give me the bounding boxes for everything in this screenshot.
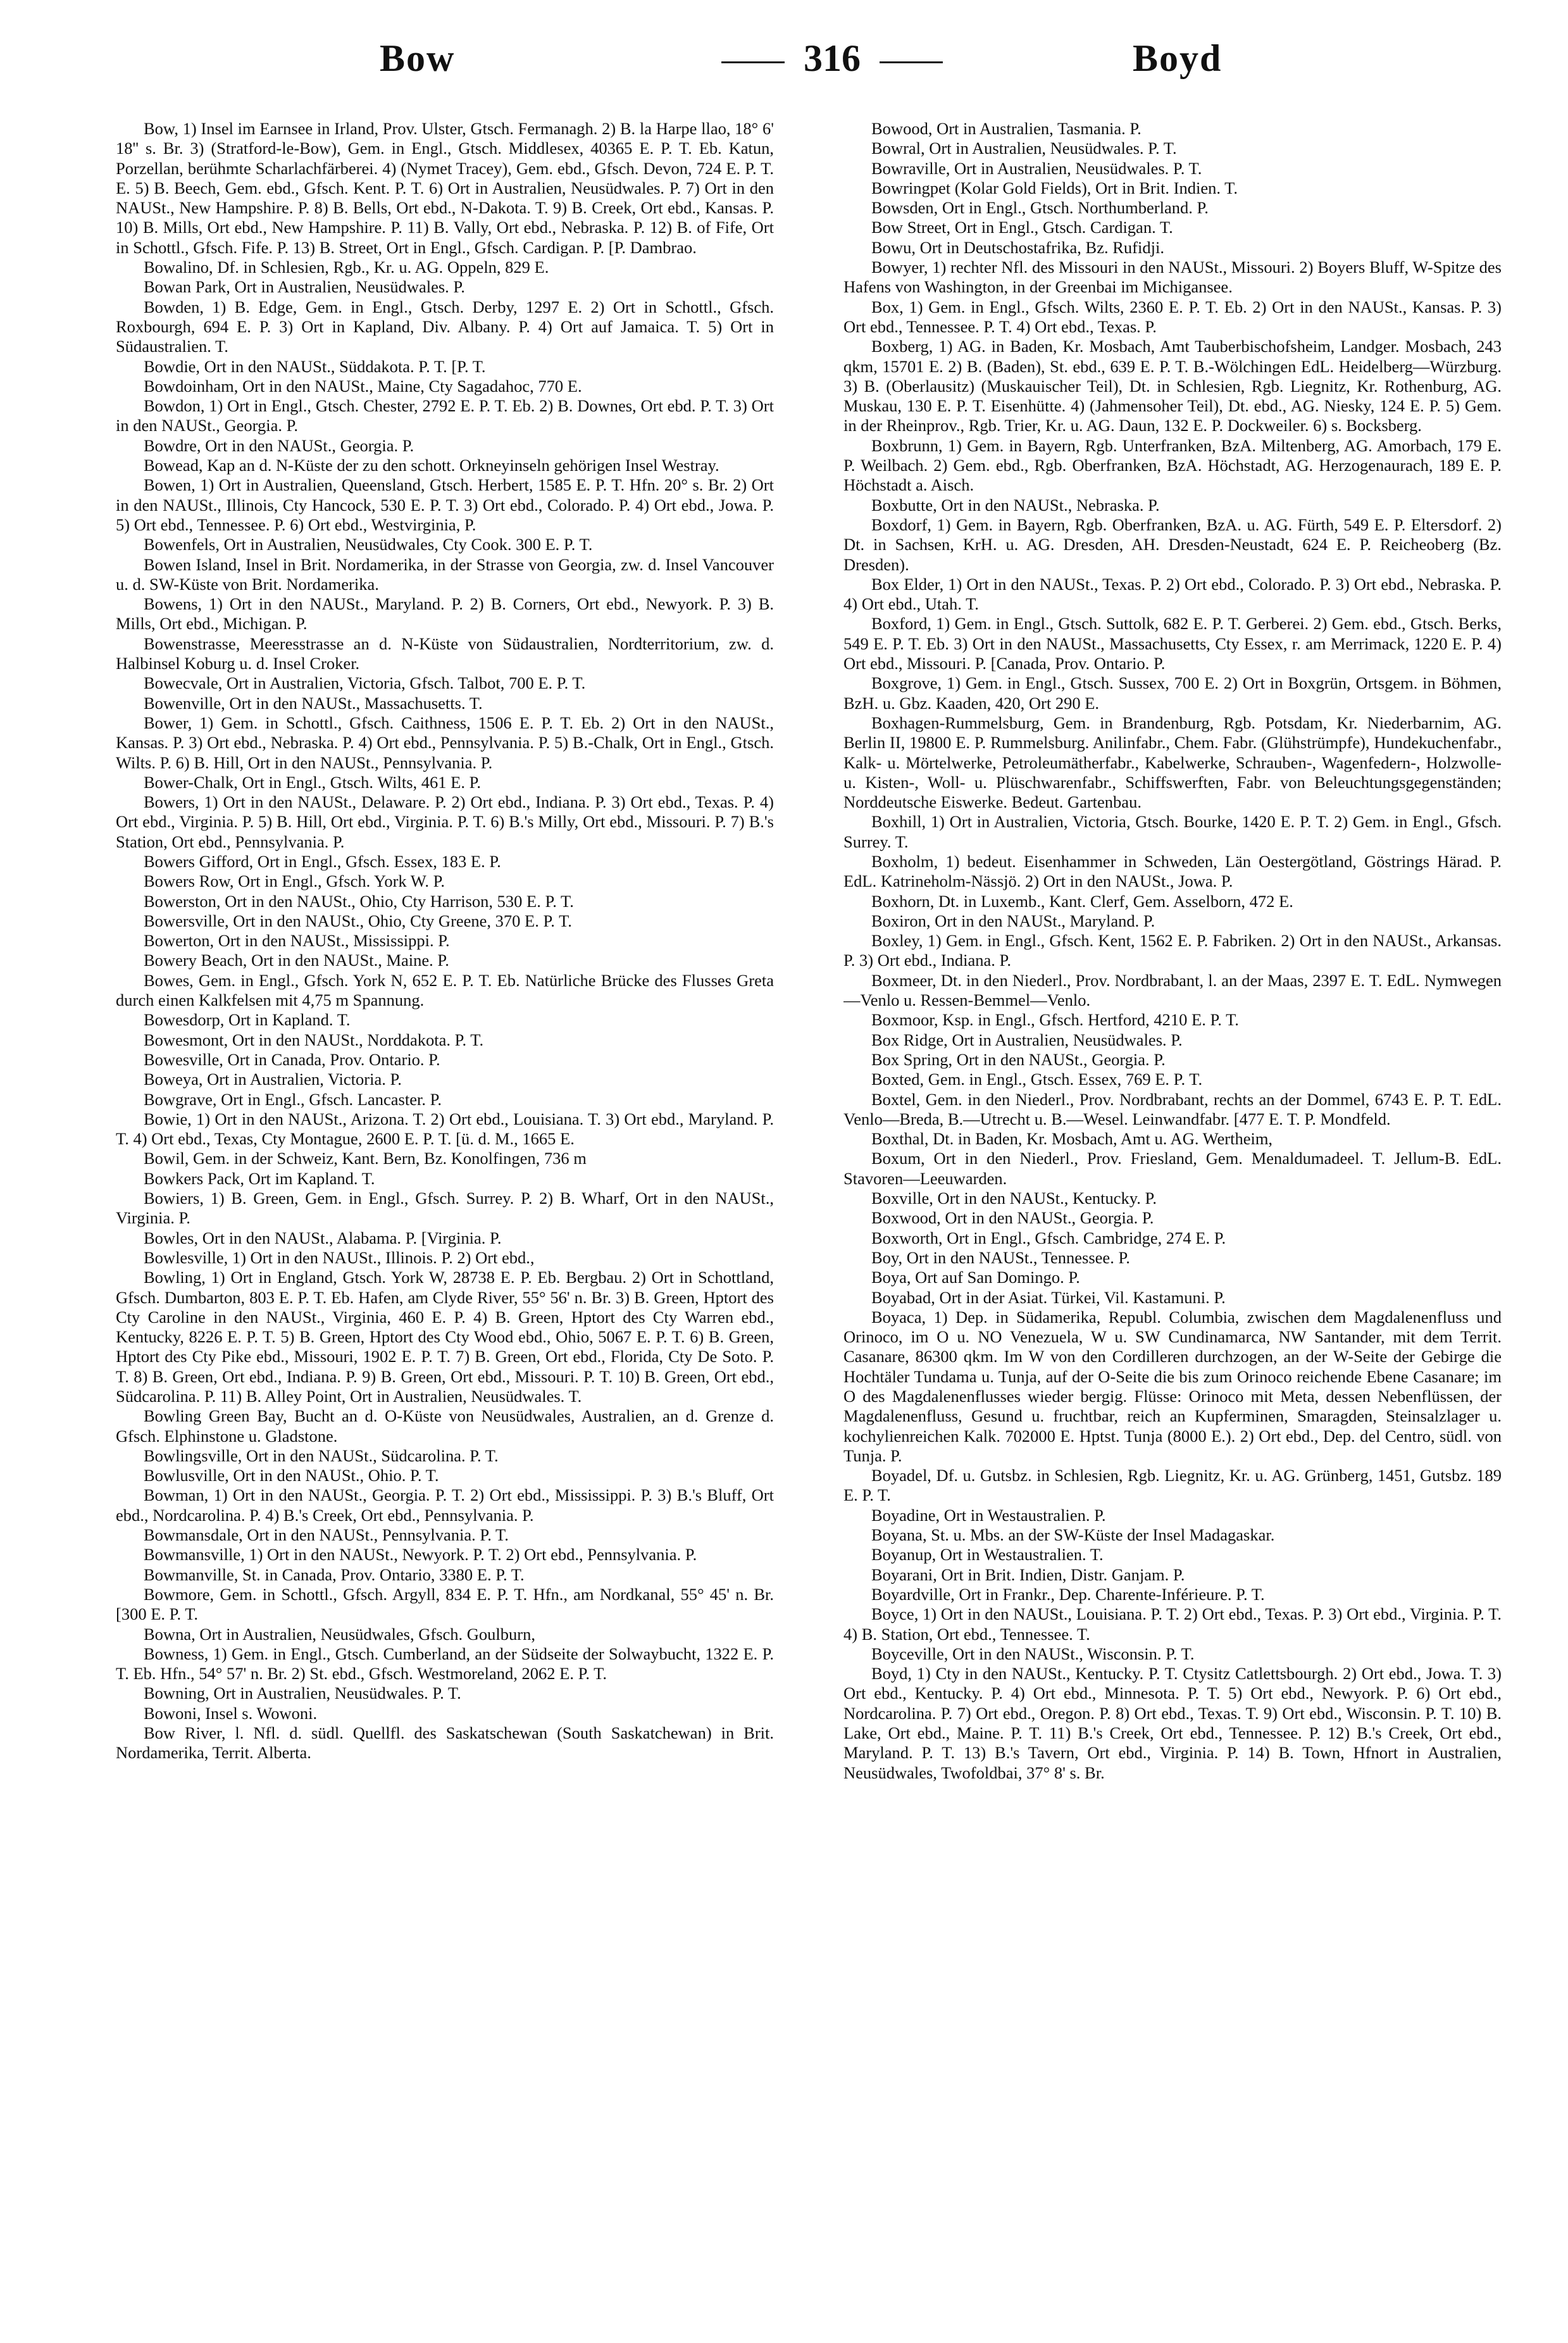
dictionary-entry: Bowiers, 1) B. Green, Gem. in Engl., Gfsch. Surrey. P. 2) B. Wharf, Ort in den NAUSt., Virginia. P. [116,1189,774,1228]
dictionary-entry: Boyce, 1) Ort in den NAUSt., Louisiana. P. T. 2) Ort ebd., Texas. P. 3) Ort ebd., Virginia. P. T. 4) B. Station, Ort ebd., Tennessee. T. [843,1604,1502,1644]
dictionary-entry: Boxwood, Ort in den NAUSt., Georgia. P. [871,1208,1154,1228]
dictionary-entry: Bowgrave, Ort in Engl., Gfsch. Lancaster. P. [144,1089,442,1109]
header-dash-left [721,61,785,63]
dictionary-entry: Bowdoinham, Ort in den NAUSt., Maine, Cty Sagadahoc, 770 E. [144,376,582,396]
dictionary-entry: Bowery Beach, Ort in den NAUSt., Maine. P. [144,951,449,970]
dictionary-entry: Boxum, Ort in den Niederl., Prov. Friesland, Gem. Menaldumadeel. T. Jellum-B. EdL. Stavoren—Leeuwarden. [843,1149,1502,1188]
dictionary-entry: Boweya, Ort in Australien, Victoria. P. [144,1070,402,1089]
dictionary-entry: Bowecvale, Ort in Australien, Victoria, Gfsch. Talbot, 700 E. P. T. [144,673,586,693]
dictionary-entry: Bowning, Ort in Australien, Neusüdwales. P. T. [144,1684,461,1703]
header-right-catchword: Boyd [1133,37,1223,79]
dictionary-entry: Boxholm, 1) bedeut. Eisenhammer in Schweden, Län Oestergötland, Göstrings Härad. P. EdL. Katrineholm-Nässjö. 2) Ort in den NAUSt., Jowa. P. [843,851,1502,891]
dictionary-entry: Bowen Island, Insel in Brit. Nordamerika, in der Strasse von Georgia, zw. d. Insel Vancouver u. d. SW-Küste von Brit. Nordamerika. [116,554,774,594]
dictionary-entry: Bowling, 1) Ort in England, Gtsch. York W, 28738 E. P. Eb. Bergbau. 2) Ort in Schottland, Gfsch. Dumbarton, 803 E. P. T. Eb. Hafen, am Clyde River, 55° 56' n. Br. 3) B. Green, Hptort des Cty Caroline in den NAUSt., Virginia, 460 E. P. 4) B. Green, Hptort des Cty Warren ebd., Kentucky, 8226 E. P. T. 5) B. Green, Hptort des Cty Wood ebd., Ohio, 5067 E. P. T. 6) B. Green, Hptort des Cty Pike ebd., Missouri, 1902 E. P. T. 7) B. Green, Ort ebd., Florida, Cty De Soto. P. T. 8) B. Green, Ort ebd., Indiana. P. 9) B. Green, Ort ebd., Missouri. P. T. 10) B. Green, Ort ebd., Südcarolina. P. 11) B. Alley Point, Ort in Australien, Neusüdwales. T. [116,1268,774,1406]
page-number-group [702,37,962,80]
dictionary-entry: Box, 1) Gem. in Engl., Gfsch. Wilts, 2360 E. P. T. Eb. 2) Ort in den NAUSt., Kansas. P. 3) Ort ebd., Tennessee. P. T. 4) Ort ebd., Texas. P. [843,297,1502,336]
dictionary-entry: Boxted, Gem. in Engl., Gtsch. Essex, 769 E. P. T. [871,1070,1203,1089]
dictionary-entry: Boxville, Ort in den NAUSt., Kentucky. P. [871,1189,1157,1208]
page-number: 316 [804,37,861,79]
dictionary-entry: Bowesdorp, Ort in Kapland. T. [144,1010,351,1030]
dictionary-entry: Bowdie, Ort in den NAUSt., Süddakota. P. T. [P. T. [144,356,486,376]
dictionary-entry: Bowalino, Df. in Schlesien, Rgb., Kr. u. AG. Oppeln, 829 E. [144,258,549,277]
dictionary-entry: Bowenstrasse, Meeresstrasse an d. N-Küste von Südaustralien, Nordterritorium, zw. d. Halbinsel Koburg u. d. Insel Croker. [116,634,774,673]
dictionary-entry: Bowens, 1) Ort in den NAUSt., Maryland. P. 2) B. Corners, Ort ebd., Newyork. P. 3) B. Mills, Ort ebd., Michigan. P. [116,594,774,634]
dictionary-entry: Boyceville, Ort in den NAUSt., Wisconsin. P. T. [871,1644,1195,1663]
dictionary-entry: Boxiron, Ort in den NAUSt., Maryland. P. [871,911,1155,930]
header-dash-right [880,61,943,63]
dictionary-entry: Boyarani, Ort in Brit. Indien, Distr. Ganjam. P. [871,1565,1185,1584]
dictionary-entry: Bow, 1) Insel im Earnsee in Irland, Prov. Ulster, Gtsch. Fermanagh. 2) B. la Harpe llao, 18° 6' 18'' s. Br. 3) (Stratford-le-Bow), Gem. in Engl., Gtsch. Middlesex, 40365 E. P. T. Eb. Katun, Porzellan, berühmte Scharlachfärberei. 4) (Nymet Tracey), Gem. ebd., Gfsch. Devon, 724 E. P. T. E. 5) B. Beech, Gem. ebd., Gfsch. Kent. P. T. 6) Ort in Australien, Neusüdwales. P. 7) Ort in den NAUSt., New Hampshire. P. 8) B. Bells, Ort ebd., N-Dakota. T. 9) B. Creek, Ort ebd., Kansas. P. 10) B. Mills, Ort ebd., New Hampshire. P. 11) B. Vally, Ort ebd., Nebraska. P. 12) B. of Fife, Ort in Schottl., Gfsch. Fife. P. 13) B. Street, Ort in Engl., Gfsch. Cardigan. P. [P. Dambrao. [116,119,774,257]
dictionary-entry: Boyaca, 1) Dep. in Südamerika, Republ. Columbia, zwischen dem Magdalenenfluss und Orinoco, im O u. NO Venezuela, W u. SW Cundinamarca, NW Santander, mit dem Territ. Casanare, 86300 qkm. Im W von den Cordilleren durchzogen, an der W-Seite der Gebirge die Hochtäler Tundama u. Tunja, auf der O-Seite die bis zum Orinoco reichende Ebene Casanare; im O des Magdalenenflusses wieder bergig. Flüsse: Orinoco mit Meta, dessen Nebenflüssen, der Magdalenenfluss, Gesund u. fruchtbar, reich an Kupferminen, Smaragden, Steinsalzlager u. kochylienreichen Kalk. 702000 E. Hptst. Tunja (8000 E.). 2) Ort ebd., Dep. del Centro, südl. von Tunja. P. [843,1307,1502,1465]
dictionary-entry: Bowlusville, Ort in den NAUSt., Ohio. P. T. [144,1466,439,1485]
dictionary-entry: Boxbrunn, 1) Gem. in Bayern, Rgb. Unterfranken, BzA. Miltenberg, AG. Amorbach, 179 E. P. Weilbach. 2) Gem. ebd., Rgb. Oberfranken, BzA. Höchstadt, AG. Herzogenaurach, 189 E. P. Höchstadt a. Aisch. [843,435,1502,495]
dictionary-entry: Bowness, 1) Gem. in Engl., Gtsch. Cumberland, an der Südseite der Solwaybucht, 1322 E. P. T. Eb. Hfn., 54° 57' n. Br. 2) St. ebd., Gfsch. Westmoreland, 2062 E. P. T. [116,1644,774,1684]
dictionary-entry: Boyardville, Ort in Frankr., Dep. Charente-Inférieure. P. T. [871,1584,1265,1604]
dictionary-entry: Bowral, Ort in Australien, Neusüdwales. P. T. [871,139,1177,158]
dictionary-entry: Box Spring, Ort in den NAUSt., Georgia. P. [871,1049,1166,1069]
dictionary-entry: Bowesville, Ort in Canada, Prov. Ontario. P. [144,1049,440,1069]
dictionary-entry: Bowlesville, 1) Ort in den NAUSt., Illinois. P. 2) Ort ebd., [144,1247,535,1267]
left-column [116,119,774,2315]
dictionary-entry: Bowen, 1) Ort in Australien, Queensland, Gtsch. Herbert, 1585 E. P. T. Hfn. 20° s. Br. 2) Ort in den NAUSt., Illinois, Cty Hancock, 530 E. P. T. 3) Ort ebd., Colorado. P. 4) Ort ebd., Jowa. P. 5) Ort ebd., Tennessee. P. 6) Ort ebd., Westvirginia, P. [116,475,774,534]
dictionary-entry: Box Elder, 1) Ort in den NAUSt., Texas. P. 2) Ort ebd., Colorado. P. 3) Ort ebd., Nebraska. P. 4) Ort ebd., Utah. T. [843,574,1502,614]
dictionary-entry: Bowman, 1) Ort in den NAUSt., Georgia. P. T. 2) Ort ebd., Mississippi. P. 3) B.'s Bluff, Ort ebd., Nordcarolina. P. 4) B.'s Creek, Ort ebd., Pennsylvania. P. [116,1485,774,1525]
dictionary-entry: Bowood, Ort in Australien, Tasmania. P. [871,119,1142,138]
dictionary-entry: Bowringpet (Kolar Gold Fields), Ort in Brit. Indien. T. [871,178,1238,197]
dictionary-entry: Boxmeer, Dt. in den Niederl., Prov. Nordbrabant, l. an der Maas, 2397 E. T. EdL. Nymwegen—Venlo u. Ressen-Bemmel—Venlo. [843,970,1502,1010]
dictionary-entry: Bow Street, Ort in Engl., Gtsch. Cardigan. T. [871,218,1173,237]
dictionary-entry: Bowes, Gem. in Engl., Gfsch. York N, 652 E. P. T. Eb. Natürliche Brücke des Flusses Greta durch einen Kalkfelsen mit 4,75 m Spannung. [116,970,774,1010]
dictionary-entry: Bowden, 1) B. Edge, Gem. in Engl., Gtsch. Derby, 1297 E. 2) Ort in Schottl., Gfsch. Roxbourgh, 694 E. P. 3) Ort in Kapland, Div. Albany. P. 4) Ort auf Jamaica. T. 5) Ort in Südaustralien. T. [116,297,774,356]
dictionary-entry: Boxley, 1) Gem. in Engl., Gfsch. Kent, 1562 E. P. Fabriken. 2) Ort in den NAUSt., Arkansas. P. 3) Ort ebd., Indiana. P. [843,931,1502,970]
dictionary-entry: Boxgrove, 1) Gem. in Engl., Gtsch. Sussex, 700 E. 2) Ort in Boxgrün, Ortsgem. in Böhmen, BzH. u. Gbz. Kaaden, 420, Ort 290 E. [843,673,1502,713]
dictionary-entry: Boxworth, Ort in Engl., Gfsch. Cambridge, 274 E. P. [871,1228,1226,1247]
dictionary-entry: Bower-Chalk, Ort in Engl., Gtsch. Wilts, 461 E. P. [144,772,482,792]
dictionary-entry: Bowead, Kap an d. N-Küste der zu den schott. Orkneyinseln gehörigen Insel Westray. [144,456,719,475]
dictionary-entry: Bowers Row, Ort in Engl., Gfsch. York W. P. [144,872,445,891]
dictionary-entry: Bowers Gifford, Ort in Engl., Gfsch. Essex, 183 E. P. [144,851,501,871]
dictionary-entry: Bowmore, Gem. in Schottl., Gfsch. Argyll, 834 E. P. T. Hfn., am Nordkanal, 55° 45' n. Br. [300 E. P. T. [116,1584,774,1624]
dictionary-entry: Bowmansdale, Ort in den NAUSt., Pennsylvania. P. T. [144,1525,509,1545]
dictionary-entry: Boyadel, Df. u. Gutsbz. in Schlesien, Rgb. Liegnitz, Kr. u. AG. Grünberg, 1451, Gutsbz. 189 E. P. T. [843,1466,1502,1505]
dictionary-entry: Boxbutte, Ort in den NAUSt., Nebraska. P. [871,495,1160,515]
dictionary-entry: Bower, 1) Gem. in Schottl., Gfsch. Caithness, 1506 E. P. T. Eb. 2) Ort in den NAUSt., Kansas. P. 3) Ort ebd., Nebraska. P. 4) Ort ebd., Pennsylvania. P. 5) B.-Chalk, Ort in Engl., Gtsch. Wilts. P. 6) B. Hill, Ort in den NAUSt., Pennsylvania. P. [116,713,774,772]
dictionary-entry: Bowlingsville, Ort in den NAUSt., Südcarolina. P. T. [144,1446,499,1465]
dictionary-entry: Boyabad, Ort in der Asiat. Türkei, Vil. Kastamuni. P. [871,1287,1226,1307]
dictionary-entry: Bowyer, 1) rechter Nfl. des Missouri in den NAUSt., Missouri. 2) Boyers Bluff, W-Spitze des Hafens von Washington, in der Greenbai im Michigansee. [843,258,1502,297]
dictionary-entry: Boxberg, 1) AG. in Baden, Kr. Mosbach, Amt Tauberbischofsheim, Landger. Mosbach, 243 qkm, 15701 E. 2) B. (Baden), St. ebd., 639 E. P. T. B.-Wölchingen EdL. Heidelberg—Würzburg. 3) B. (Oberlausitz) (Muskauischer Teil), Dt. in Schlesien, Rgb. Liegnitz, Kr. Rothenburg, AG. Muskau, 130 E. P. T. Eisenhütte. 4) (Jahmensoher Teil), Dt. ebd., AG. Niesky, 124 E. P. 5) Gem. in der Rheinprov., Rgb. Trier, Kr. u. AG. Daun, 132 E. P. Dockweiler. 6) s. Bocksberg. [843,337,1502,435]
dictionary-entry: Box Ridge, Ort in Australien, Neusüdwales. P. [871,1030,1183,1049]
dictionary-entry: Bowmanville, St. in Canada, Prov. Ontario, 3380 E. P. T. [144,1565,525,1584]
dictionary-entry: Bowersville, Ort in den NAUSt., Ohio, Cty Greene, 370 E. P. T. [144,911,572,930]
dictionary-entry: Boxdorf, 1) Gem. in Bayern, Rgb. Oberfranken, BzA. u. AG. Fürth, 549 E. P. Eltersdorf. 2) Dt. in Sachsen, KrH. u. AG. Dresden, AH. Dresden-Neustadt, 624 E. P. Reicheoberg (Bz. Dresden). [843,515,1502,574]
dictionary-entry: Boxmoor, Ksp. in Engl., Gfsch. Hertford, 4210 E. P. T. [871,1010,1239,1030]
right-column [843,119,1502,2315]
dictionary-entry: Bowdon, 1) Ort in Engl., Gtsch. Chester, 2792 E. P. T. Eb. 2) B. Downes, Ort ebd. P. T. 3) Ort in den NAUSt., Georgia. P. [116,396,774,435]
dictionary-entry: Bowkers Pack, Ort im Kapland. T. [144,1168,375,1188]
dictionary-entry: Bowers, 1) Ort in den NAUSt., Delaware. P. 2) Ort ebd., Indiana. P. 3) Ort ebd., Texas. P. 4) Ort ebd., Virginia. P. 5) B. Hill, Ort ebd., Virginia. P. T. 6) B.'s Milly, Ort ebd., Missouri. P. 7) B.'s Station, Ort ebd., Pennsylvania. P. [116,792,774,851]
dictionary-entry: Boy, Ort in den NAUSt., Tennessee. P. [871,1247,1130,1267]
dictionary-entry: Boyana, St. u. Mbs. an der SW-Küste der Insel Madagaskar. [871,1525,1275,1545]
dictionary-entry: Boyadine, Ort in Westaustralien. P. [871,1505,1106,1525]
dictionary-entry: Boxhagen-Rummelsburg, Gem. in Brandenburg, Rgb. Potsdam, Kr. Niederbarnim, AG. Berlin II, 19800 E. P. Rummelsburg. Anilinfabr., Chem. Fabr. (Glühstrümpfe), Hundekuchenfabr., Kalk- u. Mörtelwerke, Petroleumätherfabr., Kabelwerke, Schrauben-, Wagenfedern-, Holzwolle- u. Kisten-, Woll- u. Plüschwarenfabr., Schiffswerften, Fabr. von Beleuchtungsgegenständen; Norddeutsche Eiswerke. Bedeut. Gartenbau. [843,713,1502,812]
dictionary-entry: Bowna, Ort in Australien, Neusüdwales, Gfsch. Goulburn, [144,1624,535,1644]
dictionary-entry: Boya, Ort auf San Domingo. P. [871,1268,1080,1287]
dictionary-entry: Bowu, Ort in Deutschostafrika, Bz. Rufidji. [871,237,1164,257]
dictionary-entry: Bowles, Ort in den NAUSt., Alabama. P. [Virginia. P. [144,1228,502,1247]
dictionary-entry: Boxthal, Dt. in Baden, Kr. Mosbach, Amt u. AG. Wertheim, [871,1129,1273,1149]
dictionary-entry: Boxford, 1) Gem. in Engl., Gtsch. Suttolk, 682 E. P. T. Gerberei. 2) Gem. ebd., Gtsch. Berks, 549 E. P. T. Eb. 3) Ort in den NAUSt., Massachusetts, Cty Essex, r. am Merrimack, 1220 E. P. 4) Ort ebd., Missouri. P. [Canada, Prov. Ontario. P. [843,614,1502,673]
dictionary-entry: Bow River, l. Nfl. d. südl. Quellfl. des Saskatschewan (South Saskatchewan) in Brit. Nordamerika, Territ. Alberta. [116,1723,774,1763]
dictionary-entry: Bowie, 1) Ort in den NAUSt., Arizona. T. 2) Ort ebd., Louisiana. T. 3) Ort ebd., Maryland. P. T. 4) Ort ebd., Texas, Cty Montague, 2600 E. P. T. [ü. d. M., 1665 E. [116,1109,774,1149]
dictionary-entry: Bowan Park, Ort in Australien, Neusüdwales. P. [144,277,465,297]
dictionary-entry: Bowenville, Ort in den NAUSt., Massachusetts. T. [144,693,483,713]
dictionary-entry: Bowoni, Insel s. Wowoni. [144,1703,318,1723]
dictionary-entry: Bowsden, Ort in Engl., Gtsch. Northumberland. P. [871,198,1209,218]
dictionary-entry: Boxtel, Gem. in den Niederl., Prov. Nordbrabant, rechts an der Dommel, 6743 E. P. T. EdL. Venlo—Breda, B.—Utrecht u. B.—Wesel. Leinwandfabr. [477 E. T. P. Mondfeld. [843,1089,1502,1128]
dictionary-entry: Boxhill, 1) Ort in Australien, Victoria, Gtsch. Bourke, 1420 E. P. T. 2) Gem. in Engl., Gfsch. Surrey. T. [843,812,1502,851]
page-header [0,37,1568,106]
dictionary-entry: Boyanup, Ort in Westaustralien. T. [871,1545,1104,1565]
dictionary-entry: Bowraville, Ort in Australien, Neusüdwales. P. T. [871,158,1202,178]
dictionary-entry: Bowesmont, Ort in den NAUSt., Norddakota. P. T. [144,1030,484,1049]
dictionary-entry: Boxhorn, Dt. in Luxemb., Kant. Clerf, Gem. Asselborn, 472 E. [871,891,1293,911]
dictionary-entry: Boyd, 1) Cty in den NAUSt., Kentucky. P. T. Ctysitz Catlettsbourgh. 2) Ort ebd., Jowa. T. 3) Ort ebd., Kentucky. P. 4) Ort ebd., Minnesota. P. T. 5) Ort ebd., Newyork. P. 6) Ort ebd., Nordcarolina. P. 7) Ort ebd., Oregon. P. 8) Ort ebd., Texas. T. 9) Ort ebd., Wisconsin. P. T. 10) B. Lake, Ort ebd., Maine. P. T. 11) B.'s Creek, Ort ebd., Tennessee. P. 12) B.'s Creek, Ort ebd., Maryland. P. T. 13) B.'s Tavern, Ort ebd., Virginia. P. 14) B. Town, Hfnort in Australien, Neusüdwales, Twofoldbai, 37° 8' s. Br. [843,1664,1502,1782]
dictionary-entry: Bowenfels, Ort in Australien, Neusüdwales, Cty Cook. 300 E. P. T. [144,535,593,554]
dictionary-entry: Bowdre, Ort in den NAUSt., Georgia. P. [144,435,414,455]
dictionary-entry: Bowil, Gem. in der Schweiz, Kant. Bern, Bz. Konolfingen, 736 m [144,1149,587,1168]
dictionary-entry: Bowling Green Bay, Bucht an d. O-Küste von Neusüdwales, Australien, an d. Grenze d. Gfsch. Elphinstone u. Gladstone. [116,1406,774,1446]
dictionary-entry: Bowerston, Ort in den NAUSt., Ohio, Cty Harrison, 530 E. P. T. [144,891,574,911]
dictionary-entry: Bowerton, Ort in den NAUSt., Mississippi. P. [144,931,450,951]
dictionary-entry: Bowmansville, 1) Ort in den NAUSt., Newyork. P. T. 2) Ort ebd., Pennsylvania. P. [144,1545,697,1565]
header-left-catchword: Bow [380,37,456,79]
